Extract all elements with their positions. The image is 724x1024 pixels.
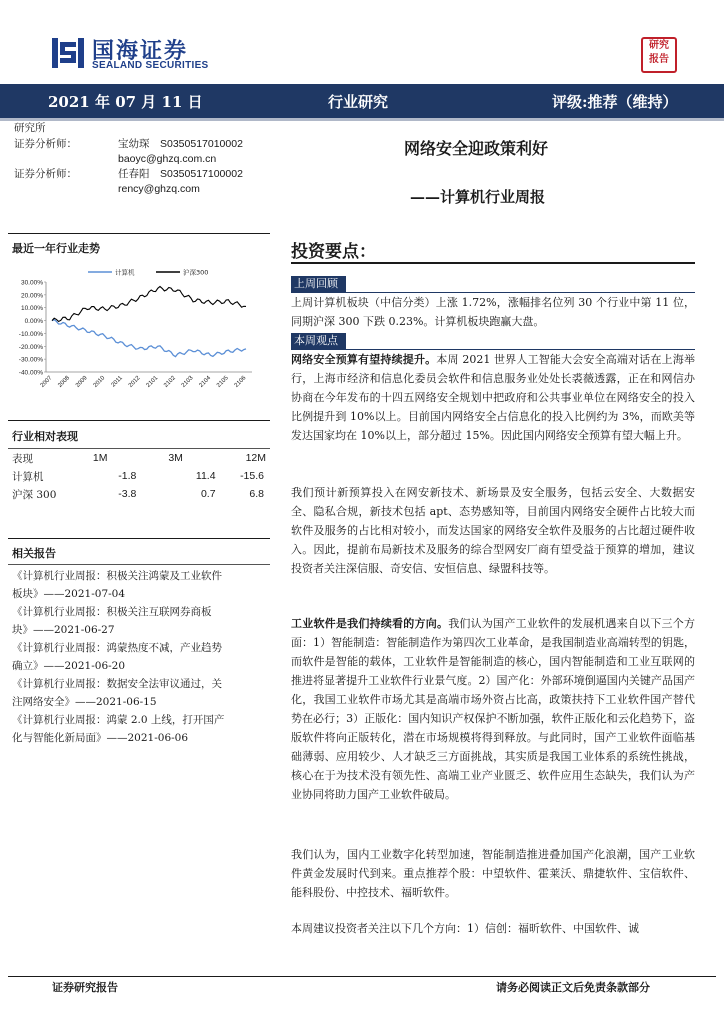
report-link-line: 板块》——2021-07-04	[12, 588, 126, 600]
x-tick-label: 2103	[180, 375, 195, 389]
perf-cell: 11.4	[195, 470, 216, 482]
perf-header: 表现	[12, 452, 33, 465]
report-link-line: 《计算机行业周报：积极关注互联网券商板	[12, 606, 212, 618]
y-tick-label: -30.00%	[18, 356, 43, 364]
view-paragraph-1	[291, 350, 695, 445]
report-link[interactable]	[12, 711, 274, 747]
related-reports	[12, 567, 274, 747]
table-row	[12, 467, 266, 485]
x-tick-label: 2012	[127, 375, 142, 389]
x-tick-label: 2010	[92, 375, 107, 389]
footer-divider	[8, 976, 716, 977]
view-paragraph-5: 本周建议投资者关注以下几个方向：1）信创：福昕软件、中国软件、诚	[291, 922, 639, 935]
y-tick-label: 30.00%	[20, 279, 43, 287]
analyst-1-email[interactable]: baoyc@ghzq.com.cn	[118, 153, 217, 165]
legend-label: 沪深300	[183, 268, 209, 277]
section-tag-review: 上周回顾	[291, 276, 346, 292]
report-link-line: 《计算机行业周报：鸿蒙热度不减，产业趋势	[12, 642, 222, 654]
trend-chart-svg	[8, 262, 270, 402]
perf-cell: -1.8	[118, 470, 137, 482]
review-paragraph: 上周计算机板块（中信分类）上涨 1.72%，涨幅排名位列 30 个行业中第 11 位，同期沪深 300 下跌 0.23%。计算机板块跑赢大盘。	[291, 296, 695, 328]
divider	[291, 262, 695, 264]
analyst-1-name: 宝幼琛	[118, 138, 150, 150]
footer-right: 请务必阅读正文后免责条款部分	[496, 981, 650, 994]
institute-label: 研究所	[14, 122, 46, 134]
view-paragraph-3	[291, 614, 695, 804]
analyst-role-2: 证券分析师：	[14, 168, 77, 180]
perf-header: 12M	[245, 452, 266, 464]
y-tick-label: -20.00%	[18, 343, 43, 351]
view-paragraph-4: 我们认为，国内工业数字化转型加速，智能制造推进叠加国产化浪潮，国产工业软件黄金发展时代到来。重点推荐个股：中望软件、霍莱沃、鼎捷软件、宝信软件、能科股份、中控技术、福昕软件。	[291, 848, 695, 899]
report-link-line: 《计算机行业周报：积极关注鸿蒙及工业软件	[12, 570, 222, 582]
view-paragraph-2: 我们预计新预算投入在网安新技术、新场景及安全服务，包括云安全、大数据安全、隐私合规，新技术包括 apt、态势感知等，目前国内网络安全硬件占比较大而软件及服务的占比相对较小，而发达国家的网络安全软件及服务的占比超过硬件收入。因此，提前布局新技术及服务的综合型网安厂商有望受益于预算的增加，建议投资者关注深信服、奇安信、安恒信息、绿盟科技等。	[291, 486, 695, 575]
paragraph-lead: 网络安全预算有望持续提升。	[291, 353, 437, 366]
report-link[interactable]	[12, 567, 274, 603]
x-tick-label: 2101	[145, 375, 160, 389]
y-tick-label: 10.00%	[20, 305, 43, 313]
report-link-line: 化与智能化新局面》——2021-06-06	[12, 732, 189, 744]
x-tick-label: 2007	[39, 375, 54, 389]
analyst-1-id: S0350517010002	[160, 138, 243, 150]
perf-cell: 0.7	[200, 488, 216, 500]
investment-heading: 投资要点：	[291, 242, 376, 262]
x-tick-label: 2105	[216, 375, 230, 389]
perf-cell: -15.6	[240, 470, 264, 482]
report-type: 行业研究	[328, 93, 389, 111]
divider	[8, 538, 270, 539]
x-tick-label: 2008	[57, 375, 72, 389]
perf-label: 行业相对表现	[12, 430, 78, 443]
divider	[8, 233, 270, 234]
analyst-role-1: 证券分析师：	[14, 138, 77, 150]
report-link-line: 《计算机行业周报：鸿蒙 2.0 上线，打开国产	[12, 714, 225, 726]
perf-header-row	[12, 449, 266, 467]
x-tick-label: 2009	[74, 375, 89, 389]
report-link-line: 注网络安全》——2021-06-15	[12, 696, 157, 708]
legend-label: 计算机	[115, 268, 135, 277]
research-report-stamp: 研究 报告	[641, 37, 677, 73]
y-tick-label: 0.00%	[24, 318, 43, 326]
footer-left: 证券研究报告	[52, 981, 118, 994]
paragraph-body: 本周 2021 世界人工智能大会安全高端对话在上海举行，上海市经济和信息化委员会软件和信息服务业处处长裘薇透露，正在和网信办协商在今年发布的十四五网络安全规划中把政府和公共事业单位在网络安全的投入比例提升到 10%以上。目前国内网络安全占信息化的投入比例约为 3%，而欧美等发达国家均在 10%以上，部分超过 15%。因此国内网络安全预算有望大幅上升。	[291, 353, 695, 442]
brand-name: 国海证券	[92, 38, 189, 64]
y-tick-label: -40.00%	[18, 369, 43, 377]
report-link[interactable]	[12, 639, 274, 675]
report-subtitle: ——计算机行业周报	[410, 188, 546, 206]
x-tick-label: 2102	[163, 375, 177, 389]
brand-name-en: SEALAND SECURITIES	[92, 60, 209, 71]
perf-header: 1M	[92, 452, 108, 464]
table-row	[12, 485, 266, 503]
report-info-bar	[0, 84, 724, 121]
x-tick-label: 2106	[233, 375, 248, 389]
perf-cell: 计算机	[12, 470, 44, 483]
trend-label: 最近一年行业走势	[12, 242, 100, 255]
paragraph-lead: 工业软件是我们持续看的方向。	[291, 617, 449, 630]
perf-table	[12, 449, 266, 503]
divider	[8, 420, 270, 421]
perf-cell: 6.8	[249, 488, 264, 500]
series-line-hs300	[52, 287, 246, 322]
brand-logo-icon	[52, 36, 84, 70]
report-link-line: 确立》——2021-06-20	[12, 660, 126, 672]
y-tick-label: 20.00%	[20, 292, 43, 300]
perf-cell: -3.8	[118, 488, 137, 500]
analyst-2-email[interactable]: rency@ghzq.com	[118, 183, 200, 195]
report-date: 2021 年 07 月 11 日	[48, 93, 203, 111]
report-title: 网络安全迎政策利好	[404, 139, 549, 158]
x-tick-label: 2104	[198, 375, 213, 389]
report-link-line: 《计算机行业周报：数据安全法审议通过，关	[12, 678, 222, 690]
analyst-2-id: S0350517100002	[160, 168, 243, 180]
divider	[8, 564, 270, 565]
section-tag-view: 本周观点	[291, 333, 346, 349]
trend-chart	[8, 262, 270, 402]
analyst-2-name: 任春阳	[118, 168, 150, 180]
x-tick-label: 2011	[110, 375, 124, 389]
reports-label: 相关报告	[12, 547, 56, 560]
perf-header: 3M	[168, 452, 183, 464]
series-line-computer	[52, 320, 246, 357]
report-link-line: 块》——2021-06-27	[12, 624, 115, 636]
y-tick-label: -10.00%	[18, 330, 43, 338]
paragraph-body: 我们认为国产工业软件的发展机遇来自以下三个方面：1）智能制造：智能制造作为第四次工业革命，是我国制造业高端转型的钥匙，而软件是智能的载体，工业软件是智能制造的核心，国内智能制造和工业互联网的推进将显著提升工业软件行业景气度。2）国产化：外部环境倒逼国内关键产品国产化，我国工业软件市场尤其是高端市场外资占比高，政策扶持下工业软件国产替代势在必行；3）正版化：国内知识产权保护不断加强，软件正版化和云化趋势下，盗版软件将向正版转化，潜在市场规模将得到释放。与此同时，国产工业软件面临基础薄弱、应用较少、人才缺乏三方面挑战，其实质是我国工业体系的系统性挑战，核心在于为技术没有领先性、高端工业产业匮乏、软件应用生态缺失，我们认为产业协同将助力国产工业软件破局。	[291, 617, 696, 801]
report-link[interactable]	[12, 603, 274, 639]
perf-cell: 沪深 300	[12, 488, 57, 501]
report-link[interactable]	[12, 675, 274, 711]
report-rating: 评级:推荐（维持）	[552, 93, 678, 111]
